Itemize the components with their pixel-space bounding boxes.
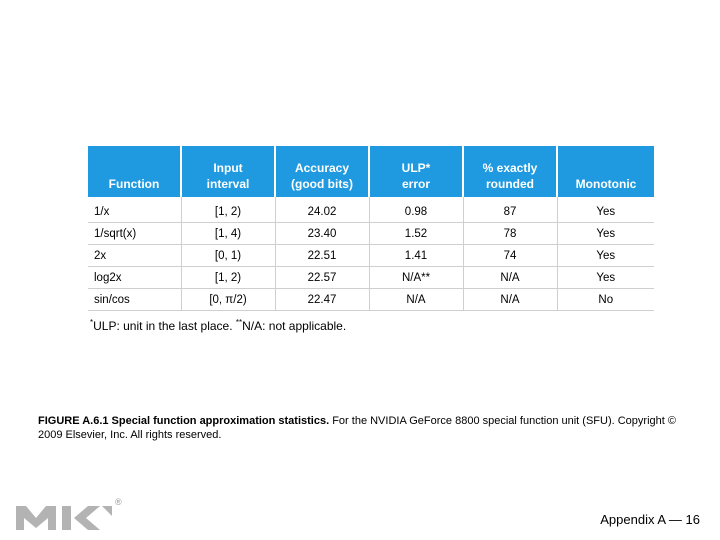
cell-accuracy: 23.40 bbox=[275, 223, 369, 245]
table-footnote bbox=[90, 318, 346, 333]
table-row bbox=[88, 223, 654, 245]
cell-interval: [0, 1) bbox=[181, 245, 275, 267]
cell-monotonic: Yes bbox=[557, 245, 654, 267]
figure-caption bbox=[38, 414, 698, 442]
cell-monotonic: Yes bbox=[557, 197, 654, 223]
cell-ulp: 0.98 bbox=[369, 197, 463, 223]
cell-accuracy: 22.51 bbox=[275, 245, 369, 267]
cell-monotonic: No bbox=[557, 289, 654, 311]
cell-ulp: 1.41 bbox=[369, 245, 463, 267]
cell-accuracy: 22.47 bbox=[275, 289, 369, 311]
registered-mark: ® bbox=[115, 497, 122, 507]
cell-rounded: 74 bbox=[463, 245, 557, 267]
col-header-accuracy: Accuracy (good bits) bbox=[275, 146, 369, 197]
cell-interval: [0, π/2) bbox=[181, 289, 275, 311]
caption-title: FIGURE A.6.1 Special function approximation statistics. bbox=[38, 415, 330, 427]
cell-ulp: 1.52 bbox=[369, 223, 463, 245]
cell-accuracy: 22.57 bbox=[275, 267, 369, 289]
cell-rounded: N/A bbox=[463, 267, 557, 289]
col-header-monotonic: Monotonic bbox=[557, 146, 654, 197]
cell-interval: [1, 2) bbox=[181, 197, 275, 223]
cell-rounded: 87 bbox=[463, 197, 557, 223]
page-label: Appendix A — 16 bbox=[600, 512, 700, 527]
footnote-text-2: N/A: not applicable. bbox=[242, 319, 347, 333]
caption-text: For the NVIDIA GeForce 8800 special function unit (SFU). Copyright © 2009 Elsevier, Inc. All rights reserved. bbox=[38, 415, 676, 441]
table-row bbox=[88, 267, 654, 289]
cell-function: 2x bbox=[88, 245, 181, 267]
cell-ulp: N/A** bbox=[369, 267, 463, 289]
footnote-text-1: ULP: unit in the last place. bbox=[93, 319, 236, 333]
cell-function: sin/cos bbox=[88, 289, 181, 311]
table-row bbox=[88, 197, 654, 223]
cell-interval: [1, 4) bbox=[181, 223, 275, 245]
cell-function: log2x bbox=[88, 267, 181, 289]
mk-publisher-logo-icon bbox=[14, 494, 124, 534]
table-row bbox=[88, 245, 654, 267]
function-stats-table-wrap bbox=[88, 146, 638, 311]
col-header-input-interval: Input interval bbox=[181, 146, 275, 197]
col-header-function: Function bbox=[88, 146, 181, 197]
col-header-ulp-error: ULP* error bbox=[369, 146, 463, 197]
cell-rounded: N/A bbox=[463, 289, 557, 311]
footnote-mark-1: * bbox=[90, 318, 94, 327]
footnote-mark-2: ** bbox=[235, 318, 243, 327]
table-header-row bbox=[88, 146, 654, 197]
cell-function: 1/x bbox=[88, 197, 181, 223]
table-row bbox=[88, 289, 654, 311]
cell-monotonic: Yes bbox=[557, 223, 654, 245]
cell-rounded: 78 bbox=[463, 223, 557, 245]
cell-monotonic: Yes bbox=[557, 267, 654, 289]
cell-function: 1/sqrt(x) bbox=[88, 223, 181, 245]
col-header-exactly-rounded: % exactly rounded bbox=[463, 146, 557, 197]
cell-interval: [1, 2) bbox=[181, 267, 275, 289]
function-stats-table bbox=[88, 146, 654, 311]
cell-accuracy: 24.02 bbox=[275, 197, 369, 223]
cell-ulp: N/A bbox=[369, 289, 463, 311]
